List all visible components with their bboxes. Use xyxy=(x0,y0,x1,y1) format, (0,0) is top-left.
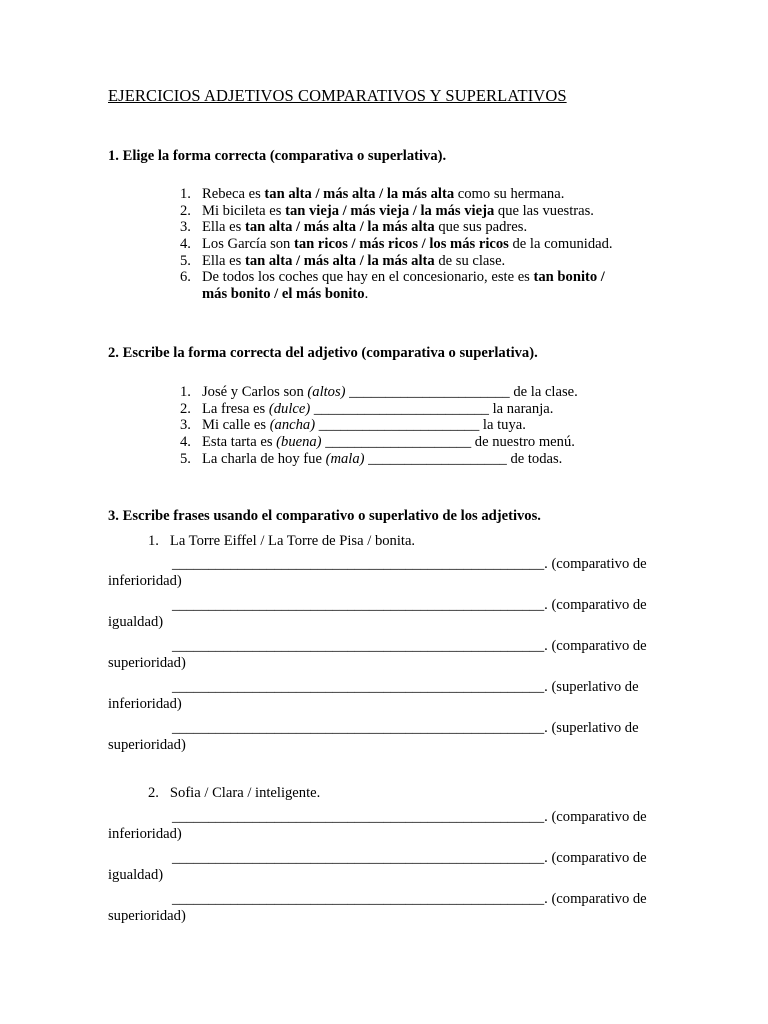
answer-line[interactable]: ___________________________________________________. (comparativo de xyxy=(172,809,647,825)
exercise3-item1: 1. La Torre Eiffel / La Torre de Pisa / bonita. xyxy=(148,533,416,549)
answer-label: inferioridad) xyxy=(108,573,182,589)
answer-line[interactable]: ___________________________________________________. (comparativo de xyxy=(172,597,647,613)
answer-line[interactable]: ___________________________________________________. (comparativo de xyxy=(172,850,647,866)
list-item: 2. La fresa es (dulce) ________________________ la naranja. xyxy=(180,400,554,417)
answer-blank[interactable]: ______________________ xyxy=(315,417,483,434)
list-item: 6. De todos los coches que hay en el concesionario, este es tan bonito / más bonito / el más bonito. xyxy=(180,269,605,303)
list-item: 3. Mi calle es (ancha) ______________________ la tuya. xyxy=(180,417,526,434)
list-item: 4. Esta tarta es (buena) ____________________ de nuestro menú. xyxy=(180,434,575,451)
list-item: 4. Los García son tan ricos / más ricos / los más ricos de la comunidad. xyxy=(180,236,613,253)
list-item: 5. Ella es tan alta / más alta / la más alta de su clase. xyxy=(180,252,506,269)
section2-list xyxy=(172,384,578,467)
section2-heading: 2. Escribe la forma correcta del adjetivo (comparativa o superlativa). xyxy=(108,345,538,361)
answer-line[interactable]: ___________________________________________________. (comparativo de xyxy=(172,891,647,907)
exercise3-item2: 2. Sofia / Clara / inteligente. xyxy=(148,785,321,801)
section3-heading: 3. Escribe frases usando el comparativo o superlativo de los adjetivos. xyxy=(108,508,541,524)
list-item: 1. Rebeca es tan alta / más alta / la más alta como su hermana. xyxy=(180,186,565,202)
answer-blank[interactable]: ______________________ xyxy=(345,384,514,400)
answer-label: inferioridad) xyxy=(108,696,182,712)
answer-label: superioridad) xyxy=(108,655,186,671)
answer-blank[interactable]: ________________________ xyxy=(310,400,493,417)
answer-label: igualdad) xyxy=(108,614,164,630)
answer-label: inferioridad) xyxy=(108,826,182,842)
list-item: 3. Ella es tan alta / más alta / la más alta que sus padres. xyxy=(180,219,528,236)
answer-line[interactable]: ___________________________________________________. (comparativo de xyxy=(172,638,647,654)
section1-heading: 1. Elige la forma correcta (comparativa o superlativa). xyxy=(108,148,447,164)
answer-line[interactable]: ___________________________________________________. (superlativo de xyxy=(172,720,639,736)
list-item: 2. Mi bicileta es tan vieja / más vieja / la más vieja que las vuestras. xyxy=(180,202,594,219)
list-item: 1. José y Carlos son (altos) ______________________ de la clase. xyxy=(180,384,578,400)
answer-blank[interactable]: ____________________ xyxy=(321,434,475,451)
answer-line[interactable]: ___________________________________________________. (comparativo de xyxy=(172,556,647,572)
list-item: 5. La charla de hoy fue (mala) ___________________ de todas. xyxy=(180,450,563,467)
answer-label: igualdad) xyxy=(108,867,164,883)
answer-label: superioridad) xyxy=(108,737,186,753)
section1-list xyxy=(172,186,613,303)
answer-line[interactable]: ___________________________________________________. (superlativo de xyxy=(172,679,639,695)
answer-label: superioridad) xyxy=(108,908,186,924)
page-title: EJERCICIOS ADJETIVOS COMPARATIVOS Y SUPERLATIVOS xyxy=(108,86,567,105)
answer-blank[interactable]: ___________________ xyxy=(364,450,511,467)
